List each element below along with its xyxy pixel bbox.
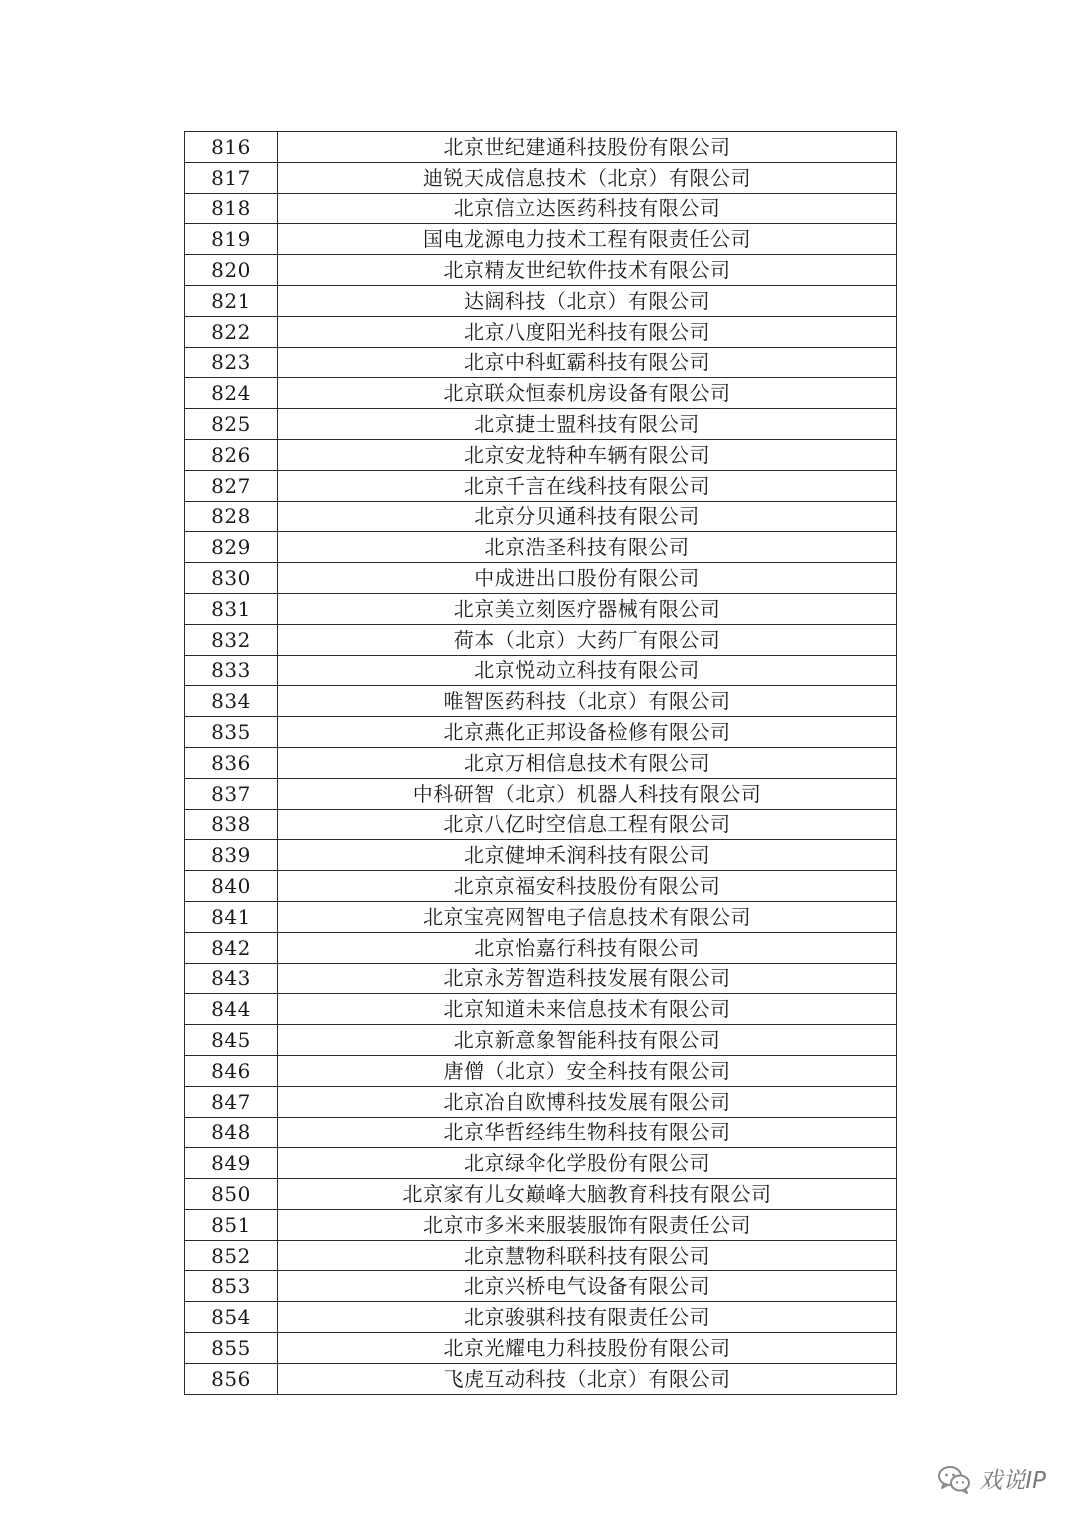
table-row	[185, 963, 897, 994]
row-number-cell: 846	[185, 1055, 278, 1086]
company-name-cell: 北京千言在线科技有限公司	[278, 470, 897, 501]
company-name-cell: 北京光耀电力科技股份有限公司	[278, 1333, 897, 1364]
row-number-cell: 831	[185, 593, 278, 624]
row-number-cell: 848	[185, 1117, 278, 1148]
table-row	[185, 316, 897, 347]
table-row	[185, 409, 897, 440]
watermark	[937, 1462, 1046, 1495]
company-name-cell: 中科研智（北京）机器人科技有限公司	[278, 778, 897, 809]
company-name-cell: 北京安龙特种车辆有限公司	[278, 439, 897, 470]
company-name-cell: 北京联众恒泰机房设备有限公司	[278, 378, 897, 409]
table-row	[185, 132, 897, 163]
company-name-cell: 北京冶自欧博科技发展有限公司	[278, 1086, 897, 1117]
company-name-cell: 北京怡嘉行科技有限公司	[278, 932, 897, 963]
table-row	[185, 809, 897, 840]
table-row	[185, 717, 897, 748]
row-number-cell: 842	[185, 932, 278, 963]
row-number-cell: 823	[185, 347, 278, 378]
row-number-cell: 850	[185, 1179, 278, 1210]
table-row	[185, 439, 897, 470]
table-body	[185, 132, 897, 1395]
company-name-cell: 北京悦动立科技有限公司	[278, 655, 897, 686]
row-number-cell: 849	[185, 1148, 278, 1179]
table-row	[185, 840, 897, 871]
table-row	[185, 1148, 897, 1179]
table-row	[185, 1240, 897, 1271]
table-row	[185, 932, 897, 963]
company-name-cell: 北京市多米来服装服饰有限责任公司	[278, 1209, 897, 1240]
row-number-cell: 852	[185, 1240, 278, 1271]
company-name-cell: 北京世纪建通科技股份有限公司	[278, 132, 897, 163]
table-row	[185, 1209, 897, 1240]
company-name-cell: 国电龙源电力技术工程有限责任公司	[278, 224, 897, 255]
company-name-cell: 北京慧物科联科技有限公司	[278, 1240, 897, 1271]
table-row	[185, 532, 897, 563]
row-number-cell: 847	[185, 1086, 278, 1117]
table-row	[185, 624, 897, 655]
table-row	[185, 378, 897, 409]
company-name-cell: 北京浩圣科技有限公司	[278, 532, 897, 563]
company-name-cell: 北京家有儿女巅峰大脑教育科技有限公司	[278, 1179, 897, 1210]
row-number-cell: 830	[185, 563, 278, 594]
row-number-cell: 836	[185, 747, 278, 778]
watermark-text: 戏说IP	[979, 1468, 1046, 1494]
row-number-cell: 856	[185, 1363, 278, 1394]
table-row	[185, 162, 897, 193]
company-name-cell: 北京分贝通科技有限公司	[278, 501, 897, 532]
company-name-cell: 北京永芳智造科技发展有限公司	[278, 963, 897, 994]
table-row	[185, 994, 897, 1025]
table-row	[185, 686, 897, 717]
row-number-cell: 844	[185, 994, 278, 1025]
table-row	[185, 1086, 897, 1117]
company-list-table	[184, 131, 897, 1395]
company-name-cell: 北京新意象智能科技有限公司	[278, 1025, 897, 1056]
company-name-cell: 北京燕化正邦设备检修有限公司	[278, 717, 897, 748]
company-name-cell: 北京知道未来信息技术有限公司	[278, 994, 897, 1025]
row-number-cell: 854	[185, 1302, 278, 1333]
company-name-cell: 北京兴桥电气设备有限公司	[278, 1271, 897, 1302]
row-number-cell: 820	[185, 255, 278, 286]
table-row	[185, 1302, 897, 1333]
row-number-cell: 845	[185, 1025, 278, 1056]
table-row	[185, 778, 897, 809]
row-number-cell: 840	[185, 871, 278, 902]
company-name-cell: 北京骏骐科技有限责任公司	[278, 1302, 897, 1333]
company-name-cell: 北京美立刻医疗器械有限公司	[278, 593, 897, 624]
row-number-cell: 819	[185, 224, 278, 255]
company-name-cell: 荷本（北京）大药厂有限公司	[278, 624, 897, 655]
company-name-cell: 北京华哲经纬生物科技有限公司	[278, 1117, 897, 1148]
row-number-cell: 837	[185, 778, 278, 809]
row-number-cell: 825	[185, 409, 278, 440]
row-number-cell: 817	[185, 162, 278, 193]
row-number-cell: 838	[185, 809, 278, 840]
wechat-icon	[937, 1464, 971, 1494]
company-name-cell: 北京健坤禾润科技有限公司	[278, 840, 897, 871]
company-name-cell: 北京信立达医药科技有限公司	[278, 193, 897, 224]
company-name-cell: 北京绿伞化学股份有限公司	[278, 1148, 897, 1179]
company-name-cell: 北京捷士盟科技有限公司	[278, 409, 897, 440]
table-row	[185, 747, 897, 778]
row-number-cell: 853	[185, 1271, 278, 1302]
row-number-cell: 835	[185, 717, 278, 748]
company-name-cell: 北京八度阳光科技有限公司	[278, 316, 897, 347]
table-row	[185, 1363, 897, 1394]
row-number-cell: 851	[185, 1209, 278, 1240]
company-name-cell: 唯智医药科技（北京）有限公司	[278, 686, 897, 717]
company-name-cell: 北京宝亮网智电子信息技术有限公司	[278, 901, 897, 932]
table-row	[185, 1271, 897, 1302]
table-row	[185, 501, 897, 532]
row-number-cell: 826	[185, 439, 278, 470]
company-name-cell: 北京中科虹霸科技有限公司	[278, 347, 897, 378]
table-row	[185, 347, 897, 378]
table-row	[185, 901, 897, 932]
row-number-cell: 833	[185, 655, 278, 686]
table-row	[185, 593, 897, 624]
company-name-cell: 北京八亿时空信息工程有限公司	[278, 809, 897, 840]
table-row	[185, 655, 897, 686]
row-number-cell: 822	[185, 316, 278, 347]
table-row	[185, 1333, 897, 1364]
company-name-cell: 唐僧（北京）安全科技有限公司	[278, 1055, 897, 1086]
table-row	[185, 1025, 897, 1056]
table-row	[185, 285, 897, 316]
table-row	[185, 224, 897, 255]
row-number-cell: 827	[185, 470, 278, 501]
company-name-cell: 北京京福安科技股份有限公司	[278, 871, 897, 902]
table-row	[185, 1117, 897, 1148]
company-name-cell: 中成进出口股份有限公司	[278, 563, 897, 594]
row-number-cell: 828	[185, 501, 278, 532]
row-number-cell: 855	[185, 1333, 278, 1364]
table-row	[185, 193, 897, 224]
table-row	[185, 563, 897, 594]
table-row	[185, 255, 897, 286]
row-number-cell: 818	[185, 193, 278, 224]
company-name-cell: 达阔科技（北京）有限公司	[278, 285, 897, 316]
table-row	[185, 1055, 897, 1086]
row-number-cell: 834	[185, 686, 278, 717]
table-row	[185, 470, 897, 501]
company-name-cell: 迪锐天成信息技术（北京）有限公司	[278, 162, 897, 193]
row-number-cell: 839	[185, 840, 278, 871]
company-name-cell: 北京万相信息技术有限公司	[278, 747, 897, 778]
row-number-cell: 829	[185, 532, 278, 563]
row-number-cell: 832	[185, 624, 278, 655]
row-number-cell: 824	[185, 378, 278, 409]
row-number-cell: 816	[185, 132, 278, 163]
table-row	[185, 1179, 897, 1210]
row-number-cell: 841	[185, 901, 278, 932]
company-name-cell: 飞虎互动科技（北京）有限公司	[278, 1363, 897, 1394]
row-number-cell: 821	[185, 285, 278, 316]
company-name-cell: 北京精友世纪软件技术有限公司	[278, 255, 897, 286]
table-row	[185, 871, 897, 902]
row-number-cell: 843	[185, 963, 278, 994]
